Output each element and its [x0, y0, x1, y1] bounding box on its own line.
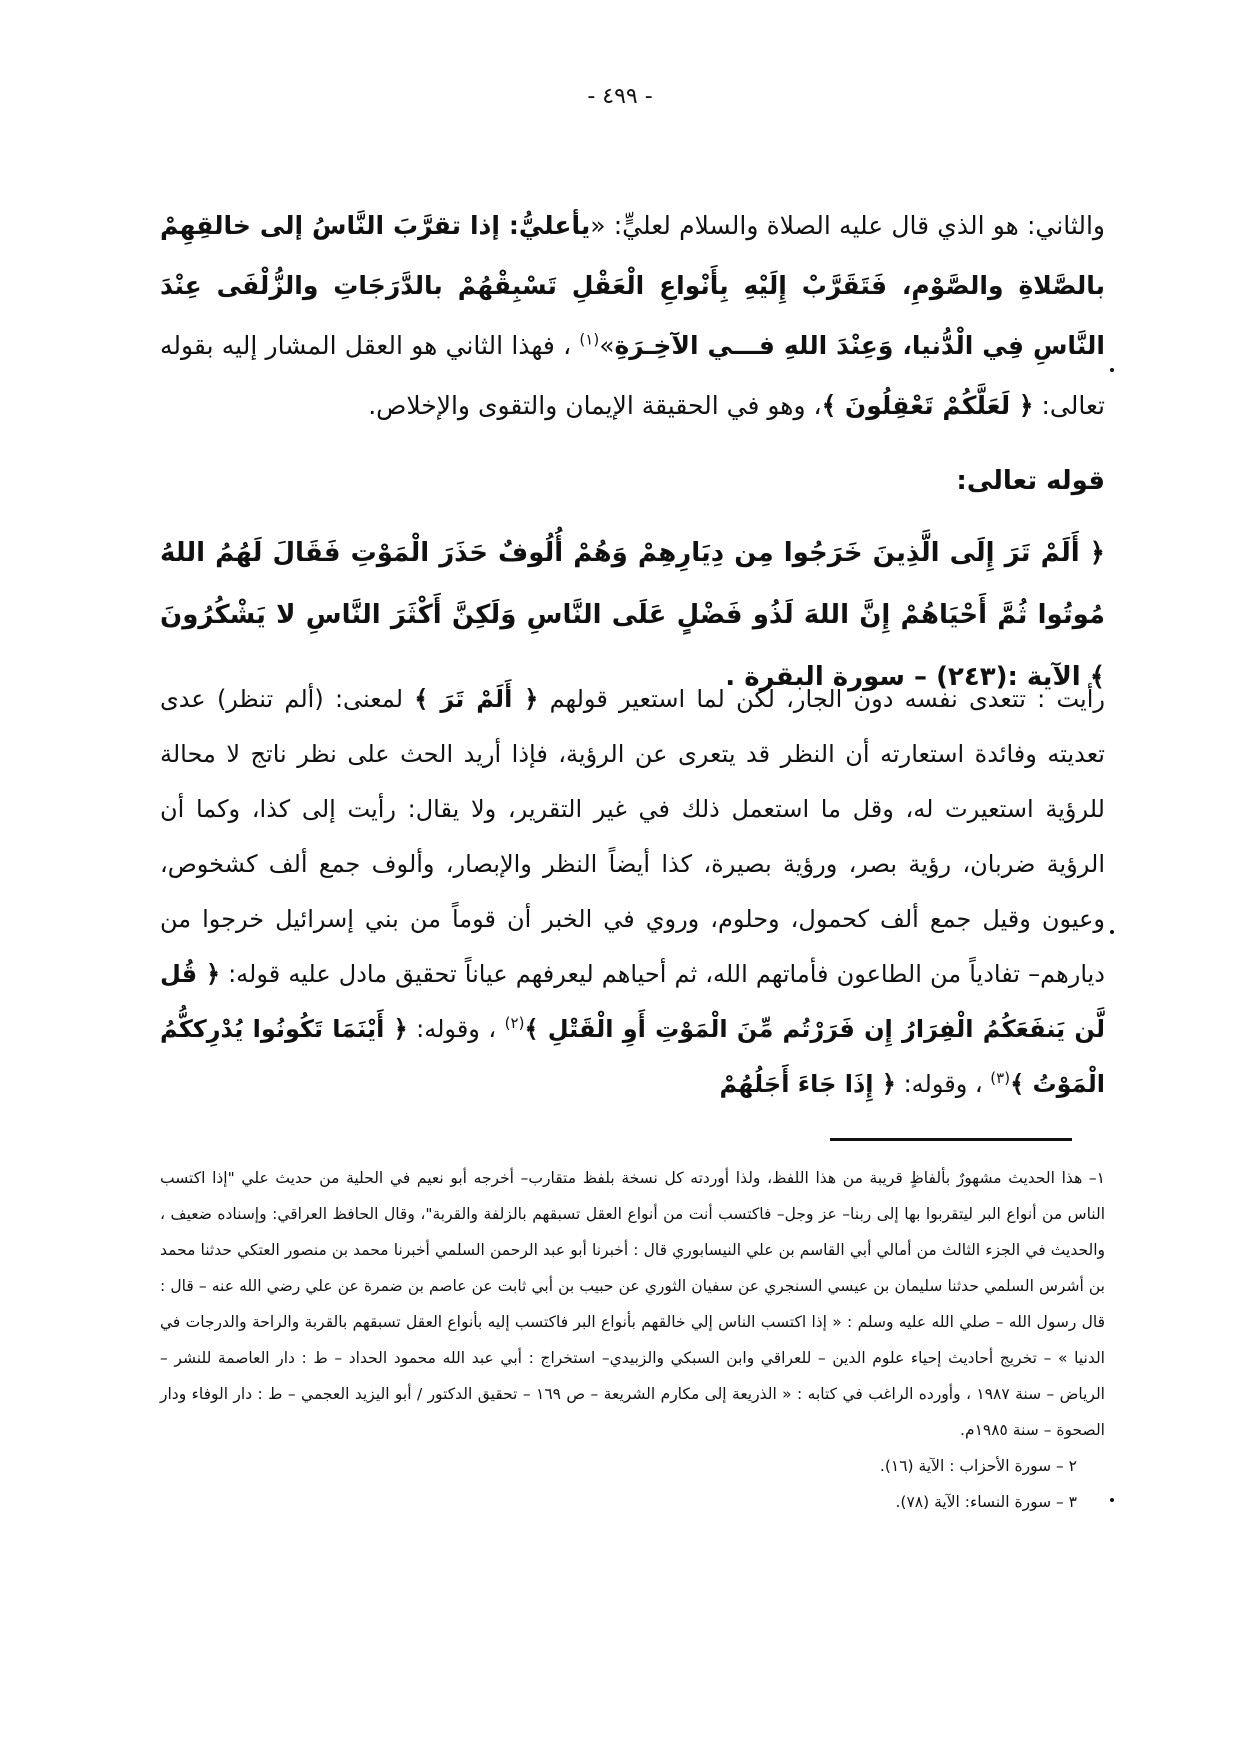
- footnote-ref-1: (١): [579, 330, 600, 349]
- quran-quote-aynama: ﴿ أَيْنَمَا تَكُونُوا يُدْرِككُّمُ الْمَوْتُ ﴾: [160, 1015, 1105, 1098]
- quran-quote-firar: ﴿ قُل لَّن يَنفَعَكُمُ الْفِرَارُ إِن فَرَرْتُم مِّنَ الْمَوْتِ أَوِ الْقَتْلِ ﴾: [160, 960, 1106, 1043]
- para1-end: ، وهو في الحقيقة الإيمان والتقوى والإخلاص.: [368, 391, 822, 420]
- para1-intro: والثاني: هو الذي قال عليه الصلاة والسلام لعليٍّ: «: [590, 211, 1105, 240]
- scan-mark: [1110, 1498, 1114, 1502]
- footnote-divider: [830, 1138, 1072, 1141]
- scan-mark: [1110, 930, 1114, 934]
- footnote-1: ١– هذا الحديث مشهورٌ بألفاظٍ قريبة من هذا اللفظ، ولذا أوردته كل نسخة بلفظ متقارب– أخرجه أبو نعيم في الحلية من حديث علي "إذا اكتسب الناس من أنواع البر ليتقربوا بها إلى ربنا– عز وجل– فاكتسب أنت من أنواع العقل تسبقهم بالزلفة والقربة"، وقال الحافظ العراقي: وإسناده ضعيف ، والحديث في الجزء الثالث من أمالي أبي القاسم بن علي النيسابوري قال : أخبرنا أبو عبد الرحمن السلمي أخبرنا محمد بن منصور العتكي حدثنا محمد بن أشرس السلمي حدثنا سليمان بن عيسي السنجري عن سفيان الثوري عن حبيب بن أبي ثابت عن عاصم بن ضمرة عن علي رضي الله عنه – قال : قال رسول الله – صلي الله عليه وسلم : « إذا اكتسب الناس إلي خالقهم بأنواع البر فاكتسب إليه بأنواع العقل تسبقهم بالقربة والراحة والدرجات في الدنيا » – تخريج أحاديث إحياء علوم الدين – للعراقي وابن السبكي والزبيدي– استخراج : أبي عبد الله محمود الحداد – ط : دار العاصمة للنشر – الرياض – سنة ١٩٨٧ ، وأورده الراغب في كتابه : « الذريعة إلى مكارم الشريعة – ص ١٦٩ – تحقيق الدكتور / أبو اليزيد العجمي – ط : دار الوفاء ودار الصحوة – سنة ١٩٨٥م.: [160, 1169, 1105, 1439]
- footnote-3: ٣ – سورة النساء: الآية (٧٨).: [895, 1493, 1077, 1511]
- hadith-text: يأعليُّ: إذا تقرَّبَ النَّاسُ إلى خالقِهِمْ بالصَّلاةِ والصَّوْمِ، فَتَقَرَّبْ إِلَيْهِ بِأَنْواعِ الْعَقْلِ تَسْبِقْهُمْ بالدَّرَجَاتِ والزُّلْفَى عِنْدَ النَّاسِ فِي الْدُّنيا، وَعِنْدَ اللهِ فـــي الآخِـرَةِ: [160, 211, 1105, 360]
- footnote-2: ٢ – سورة الأحزاب : الآية (١٦).: [879, 1457, 1077, 1475]
- scan-mark: [1110, 368, 1114, 372]
- para2-text-1: رأيت : تتعدى نفسه دون الجار، لكن لما استعير قولهم: [538, 685, 1105, 713]
- quran-quote-alam-tara: ﴿ أَلَمْ تَرَ ﴾: [414, 685, 539, 713]
- verse-text: ﴿ أَلَمْ تَرَ إِلَى الَّذِينَ خَرَجُوا مِن دِيَارِهِمْ وَهُمْ أُلُوفٌ حَذَرَ الْمَوْتِ فَقَالَ لَهُمُ اللهُ مُوتُوا ثُمَّ أَحْيَاهُمْ إِنَّ اللهَ لَذُو فَضْلٍ عَلَى النَّاسِ وَلَكِنَّ أَكْثَرَ النَّاسِ لا يَشْكُرُونَ ﴾: [160, 538, 1105, 692]
- paragraph-commentary: [160, 672, 1105, 1112]
- verse-reference: الآية :(٢٤٣) – سورة البقرة .: [725, 662, 1090, 692]
- para2-text-4: ، وقوله:: [895, 1070, 991, 1098]
- para1-mid: ، فهذا الثاني هو العقل المشار إليه بقوله تعالى:: [160, 331, 1105, 420]
- footnote-ref-2: (٢): [504, 1014, 525, 1032]
- para2-text-3: ، وقوله:: [407, 1015, 505, 1043]
- paragraph-hadith: [160, 196, 1105, 436]
- footnotes: [160, 1160, 1105, 1520]
- para1-close-quote: »: [599, 331, 615, 360]
- page-number: - ٤٩٩ -: [587, 84, 653, 109]
- quran-quote-taqilun: ﴿ لَعَلَّكُمْ تَعْقِلُونَ ﴾: [821, 391, 1034, 420]
- quran-quote-ajaluhum: ﴿ إِذَا جَاءَ أَجَلُهُمْ: [719, 1070, 896, 1098]
- footnote-ref-3: (٣): [990, 1069, 1011, 1087]
- section-heading: قوله تعالى:: [956, 466, 1105, 496]
- para2-text-2: لمعنى: (ألم تنظر) عدى تعديته وفائدة استعارته أن النظر قد يتعرى عن الرؤية، فإذا أريد الحث على نظر ناتج لا محالة للرؤية استعيرت له، وقل ما استعمل ذلك في غير التقرير، ولا يقال: رأيت إلى كذا، وكما أن الرؤية ضربان، رؤية بصر، ورؤية بصيرة، كذا أيضاً النظر والإبصار، وألوف جمع ألف كشخوص، وعيون وقيل جمع ألف كحمول، وحلوم، وروي في الخبر أن قوماً من بني إسرائيل خرجوا من ديارهم– تفادياً من الطاعون فأماتهم الله، ثم أحياهم ليعرفهم عياناً تحقيق مادل عليه قوله:: [160, 685, 1105, 988]
